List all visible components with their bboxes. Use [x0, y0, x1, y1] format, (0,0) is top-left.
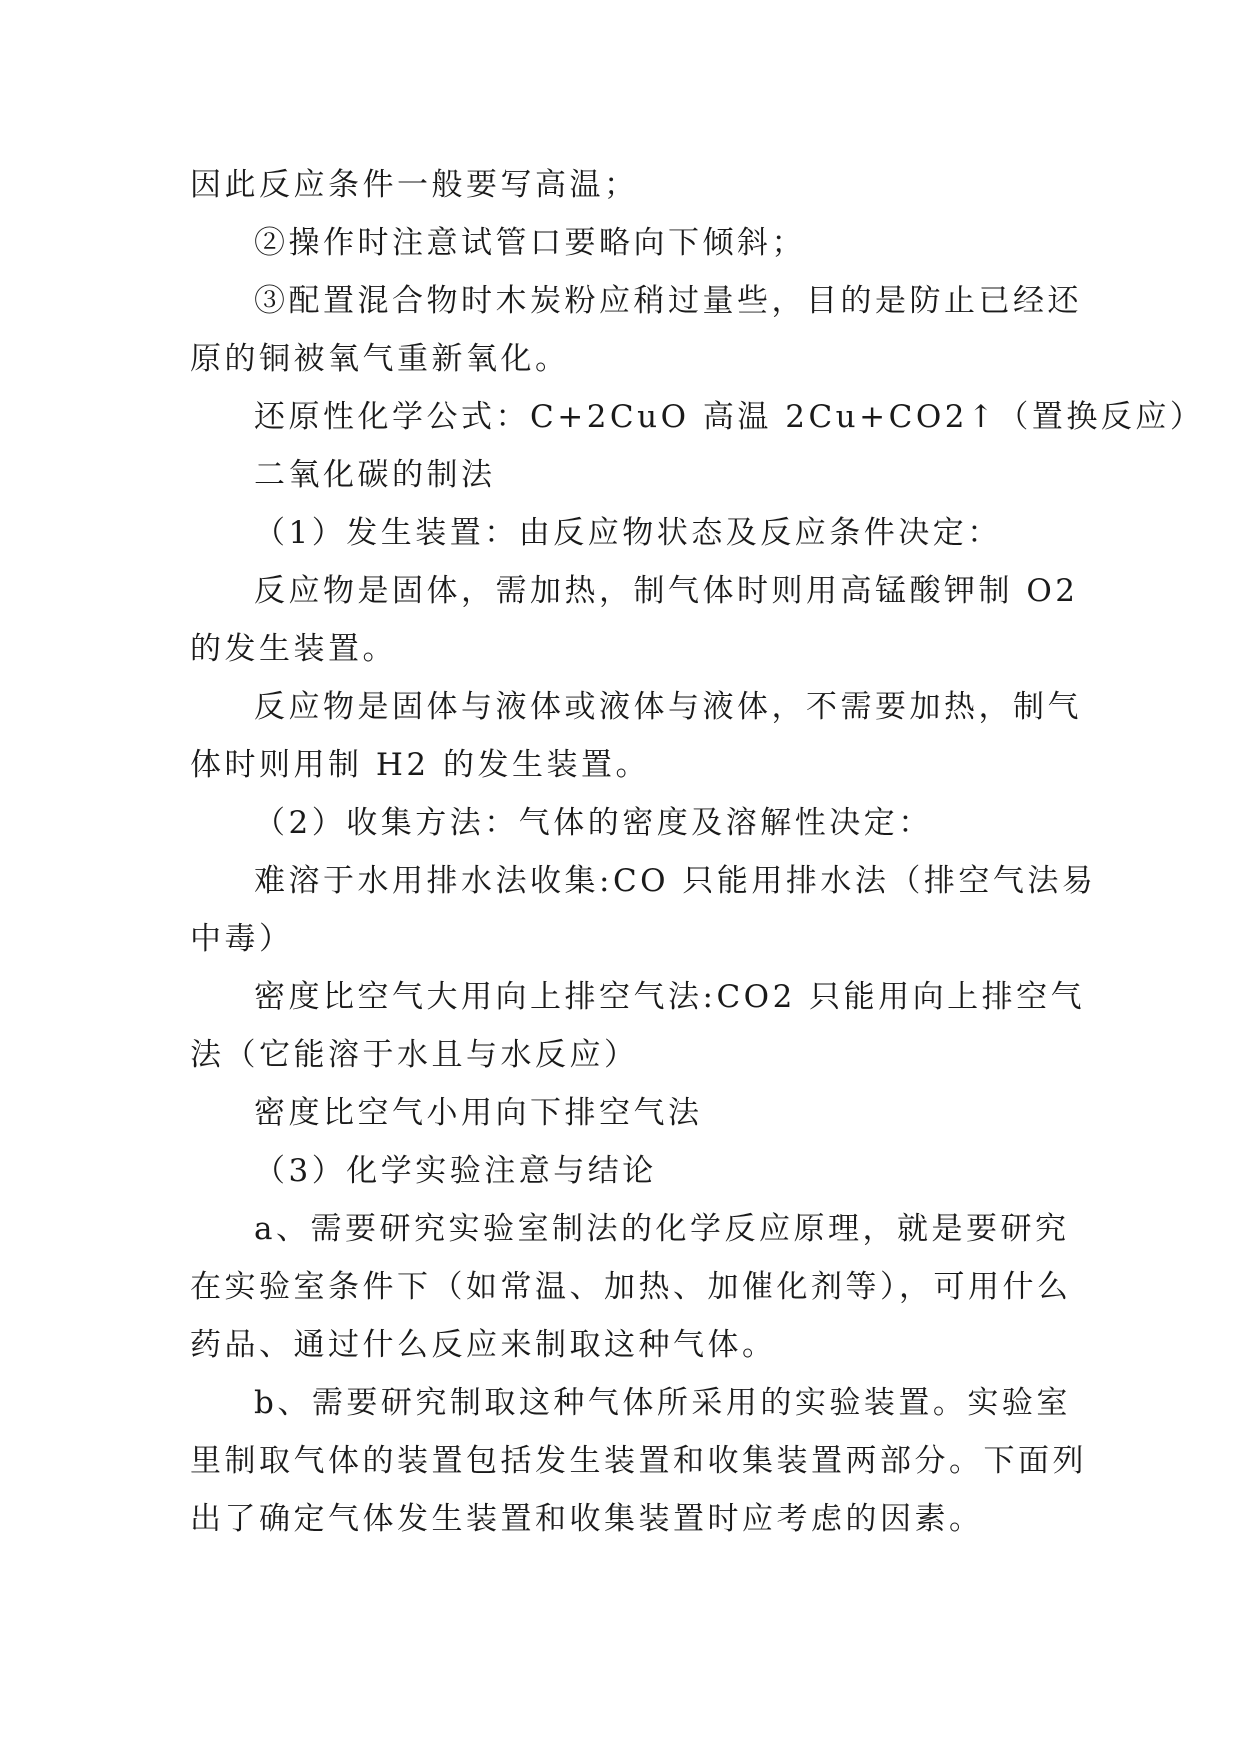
- text-line: 里制取气体的装置包括发生装置和收集装置两部分。下面列: [190, 1443, 1087, 1479]
- text-line: 反应物是固体与液体或液体与液体，不需要加热，制气: [254, 689, 1082, 725]
- text-line: a、需要研究实验室制法的化学反应原理，就是要研究: [254, 1211, 1070, 1247]
- paragraph-solid-liquid: [190, 678, 1082, 794]
- text-line: 因此反应条件一般要写高温；: [190, 167, 639, 203]
- text-line: 法（它能溶于水且与水反应）: [190, 1037, 639, 1073]
- text-line: ②操作时注意试管口要略向下倾斜；: [254, 225, 806, 261]
- paragraph-formula: [190, 388, 1205, 446]
- text-line: 密度比空气大用向上排空气法:CO2 只能用向上排空气: [254, 979, 1086, 1015]
- text-line: 密度比空气小用向下排空气法: [254, 1095, 703, 1131]
- paragraph-generator-device: [190, 504, 1050, 562]
- paragraph-note-a: [190, 1200, 1072, 1374]
- section-heading-co2: [190, 446, 1050, 504]
- text-line: 难溶于水用排水法收集:CO 只能用排水法（排空气法易: [254, 863, 1097, 899]
- text-line: （3）化学实验注意与结论: [254, 1153, 657, 1189]
- text-line: b、需要研究制取这种气体所采用的实验装置。实验室: [254, 1385, 1071, 1421]
- text-line: 出了确定气体发生装置和收集装置时应考虑的因素。: [190, 1501, 984, 1537]
- paragraph-step-2: [190, 214, 1050, 272]
- text-line: 药品、通过什么反应来制取这种气体。: [190, 1327, 777, 1363]
- paragraph-notes-heading: [190, 1142, 1050, 1200]
- paragraph-step-3: [190, 272, 1082, 388]
- text-line: 原的铜被氧气重新氧化。: [190, 341, 570, 377]
- text-line: （1）发生装置：由反应物状态及反应条件决定：: [254, 515, 1002, 551]
- text-line: 中毒）: [190, 921, 294, 957]
- text-line: 二氧化碳的制法: [254, 457, 496, 493]
- text-line: 还原性化学公式：C+2CuO 高温 2Cu+CO2↑（置换反应）: [254, 399, 1205, 435]
- paragraph-downward-air: [190, 1084, 1050, 1142]
- paragraph-reaction-condition: [190, 156, 1050, 214]
- text-line: 体时则用制 H2 的发生装置。: [190, 747, 650, 783]
- paragraph-note-b: [190, 1374, 1087, 1548]
- paragraph-collection-method: [190, 794, 1050, 852]
- text-line: 反应物是固体，需加热，制气体时则用高锰酸钾制 O2: [254, 573, 1079, 609]
- text-line: 在实验室条件下（如常温、加热、加催化剂等），可用什么: [190, 1269, 1072, 1305]
- text-line: ③配置混合物时木炭粉应稍过量些，目的是防止已经还: [254, 283, 1082, 319]
- text-line: 的发生装置。: [190, 631, 397, 667]
- paragraph-solid-heating: [190, 562, 1079, 678]
- document-body: [190, 156, 1205, 1548]
- text-line: （2）收集方法：气体的密度及溶解性决定：: [254, 805, 933, 841]
- paragraph-upward-air: [190, 968, 1086, 1084]
- paragraph-water-displacement: [190, 852, 1097, 968]
